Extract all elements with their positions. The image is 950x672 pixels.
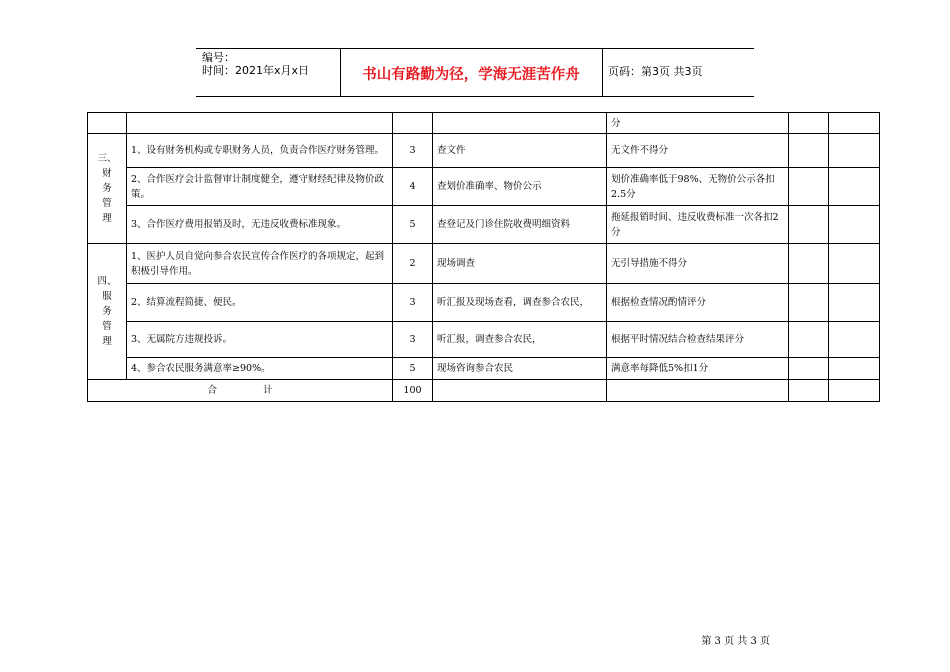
footer-page-number: 第 3 页 共 3 页 bbox=[701, 636, 770, 647]
table-row bbox=[88, 134, 880, 168]
section-category-service: 四、 服 务 管 理 bbox=[88, 244, 127, 380]
item-content: 3、合作医疗费用报销及时，无违反收费标准现象。 bbox=[127, 206, 393, 244]
table-row bbox=[88, 206, 880, 244]
criteria-cell: 分 bbox=[607, 113, 789, 134]
table-row-continuation bbox=[88, 113, 880, 134]
item-score: 3 bbox=[393, 284, 433, 322]
table-cell bbox=[607, 380, 789, 402]
total-score: 100 bbox=[393, 380, 433, 402]
table-cell bbox=[789, 322, 829, 358]
item-method: 查划价准确率、物价公示 bbox=[433, 168, 607, 206]
item-criteria: 根据检查情况酌情评分 bbox=[607, 284, 789, 322]
table-cell bbox=[829, 206, 880, 244]
item-content: 2、结算流程简捷、便民。 bbox=[127, 284, 393, 322]
table-row bbox=[88, 358, 880, 380]
header-motto: 书山有路勤为径，学海无涯苦作舟 bbox=[362, 67, 580, 83]
section-category-finance: 三、 财 务 管 理 bbox=[88, 134, 127, 244]
table-cell bbox=[393, 113, 433, 134]
item-score: 3 bbox=[393, 134, 433, 168]
item-method: 现场调查 bbox=[433, 244, 607, 284]
item-criteria: 根据平时情况结合检查结果评分 bbox=[607, 322, 789, 358]
header-top-rule bbox=[196, 48, 754, 49]
table-cell bbox=[88, 113, 127, 134]
table-cell bbox=[829, 358, 880, 380]
table-cell bbox=[789, 134, 829, 168]
table-cell bbox=[789, 284, 829, 322]
table-cell bbox=[789, 244, 829, 284]
header-bottom-rule bbox=[196, 96, 754, 97]
table-row bbox=[88, 244, 880, 284]
item-score: 5 bbox=[393, 358, 433, 380]
table-cell bbox=[789, 380, 829, 402]
item-content: 4、参合农民服务满意率≥90%。 bbox=[127, 358, 393, 380]
item-content: 2、合作医疗会计监督审计制度健全，遵守财经纪律及物价政策。 bbox=[127, 168, 393, 206]
table-cell bbox=[829, 244, 880, 284]
item-score: 3 bbox=[393, 322, 433, 358]
total-label-right: 计 bbox=[263, 385, 273, 396]
header-divider-right bbox=[602, 48, 603, 96]
table-cell bbox=[433, 380, 607, 402]
page-footer bbox=[0, 632, 950, 647]
item-criteria: 无文件不得分 bbox=[607, 134, 789, 168]
table-cell bbox=[789, 168, 829, 206]
table-row bbox=[88, 322, 880, 358]
item-method: 查登记及门诊住院收费明细资料 bbox=[433, 206, 607, 244]
table-row bbox=[88, 168, 880, 206]
table-cell bbox=[789, 358, 829, 380]
item-content: 1、设有财务机构或专职财务人员，负责合作医疗财务管理。 bbox=[127, 134, 393, 168]
table-cell bbox=[829, 113, 880, 134]
item-content: 1、医护人员自觉向参合农民宣传合作医疗的各项规定，起到积极引导作用。 bbox=[127, 244, 393, 284]
page-code-label: 页码：第3页 共3页 bbox=[608, 65, 703, 78]
table-cell bbox=[829, 284, 880, 322]
item-method: 听汇报及现场查看，调查参合农民， bbox=[433, 284, 607, 322]
item-score: 2 bbox=[393, 244, 433, 284]
table-cell bbox=[789, 206, 829, 244]
table-cell bbox=[829, 380, 880, 402]
table-cell bbox=[829, 168, 880, 206]
item-score: 4 bbox=[393, 168, 433, 206]
scoring-table bbox=[87, 112, 880, 402]
item-criteria: 拖延报销时间、违反收费标准一次各扣2分 bbox=[607, 206, 789, 244]
item-method: 现场咨询参合农民 bbox=[433, 358, 607, 380]
item-content: 3、无属院方违规投诉。 bbox=[127, 322, 393, 358]
item-method: 查文件 bbox=[433, 134, 607, 168]
total-label bbox=[88, 380, 393, 402]
table-row bbox=[88, 284, 880, 322]
item-criteria: 满意率每降低5%扣1分 bbox=[607, 358, 789, 380]
table-cell bbox=[433, 113, 607, 134]
table-cell bbox=[127, 113, 393, 134]
item-criteria: 无引导措施不得分 bbox=[607, 244, 789, 284]
table-cell bbox=[789, 113, 829, 134]
table-cell bbox=[829, 322, 880, 358]
item-criteria: 划价准确率低于98%、无物价公示各扣2.5分 bbox=[607, 168, 789, 206]
item-method: 听汇报，调查参合农民， bbox=[433, 322, 607, 358]
total-label-left: 合 bbox=[207, 385, 217, 396]
document-number-label: 编号： bbox=[202, 51, 235, 64]
item-score: 5 bbox=[393, 206, 433, 244]
table-row-total bbox=[88, 380, 880, 402]
document-time-label: 时间：2021年x月x日 bbox=[202, 64, 310, 77]
table-cell bbox=[829, 134, 880, 168]
